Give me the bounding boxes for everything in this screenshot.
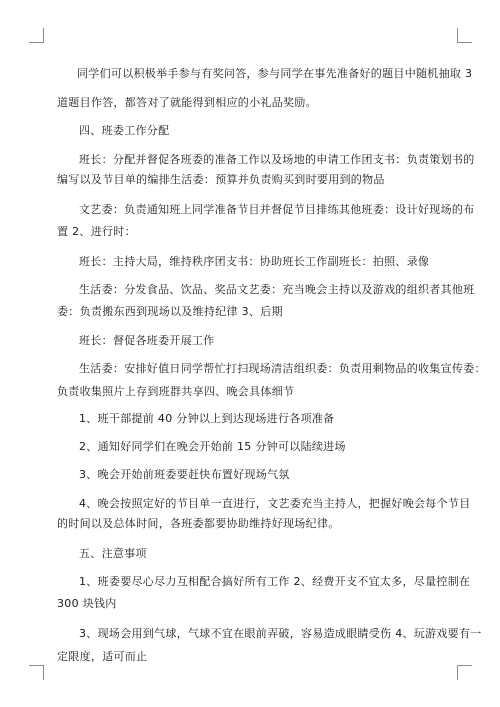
text-line: 班长：分配并督促各班委的准备工作以及场地的申请工作团支书：负责策划书的 [79,153,475,166]
list-item: 2、通知好同学们在晚会开始前 15 分钟可以陆续进场 [79,440,346,453]
crop-mark-top-left [29,28,44,43]
text-line: 道题目作答，都答对了就能得到相应的小礼品奖励。 [57,96,317,109]
text-line: 300 块钱内 [57,597,117,610]
crop-mark-bottom-left [29,665,44,680]
text-line: 同学们可以积极举手参与有奖问答，参与同学在事先准备好的题目中随机抽取 3 [77,67,473,80]
text-line: 置 2、进行时： [57,225,136,238]
crop-mark-top-right [457,28,472,43]
text-line: 生活委：分发食品、饮品、奖品文艺委：充当晚会主持以及游戏的组织者其他班 [79,283,475,296]
list-item: 1、班委要尽心尽力互相配合搞好所有工作 2、经费开支不宜太多，尽量控制在 [79,575,471,588]
section-heading: 五、注意事项 [79,547,147,560]
text-line: 委：负责搬东西到现场以及维持纪律 3、后期 [57,305,283,318]
text-line: 生活委：安排好值日同学帮忙打扫现场清洁组织委：负责用剩物品的收集宣传委： [79,362,486,375]
text-line: 编写以及节目单的编排生活委：预算并负责购买到时要用到的物品 [57,173,385,186]
list-item: 3、晚会开始前班委要赶快布置好现场气氛 [79,468,290,481]
list-item: 3、现场会用到气球，气球不宜在眼前弄破，容易造成眼睛受伤 4、玩游戏要有一 [79,627,482,640]
list-item: 1、班干部提前 40 分钟以上到达现场进行各项准备 [79,412,335,425]
text-line: 定限度，适可而止 [57,650,148,663]
text-line: 负责收集照片上存到班群共享四、晚会具体细节 [57,385,295,398]
list-item: 4、晚会按照定好的节目单一直进行，文艺委充当主持人，把握好晚会每个节目 [79,497,471,510]
text-line: 的时间以及总体时间，各班委都要协助维持好现场纪律。 [57,517,340,530]
section-heading: 四、班委工作分配 [79,124,170,137]
text-line: 文艺委：负责通知班上同学准备节目并督促节目排练其他班委：设计好现场的布 [79,203,475,216]
text-line: 班长：主持大局，维持秩序团支书：协助班长工作副班长：拍照、录像 [79,255,430,268]
crop-mark-bottom-right [457,665,472,680]
text-line: 班长：督促各班委开展工作 [79,334,215,347]
